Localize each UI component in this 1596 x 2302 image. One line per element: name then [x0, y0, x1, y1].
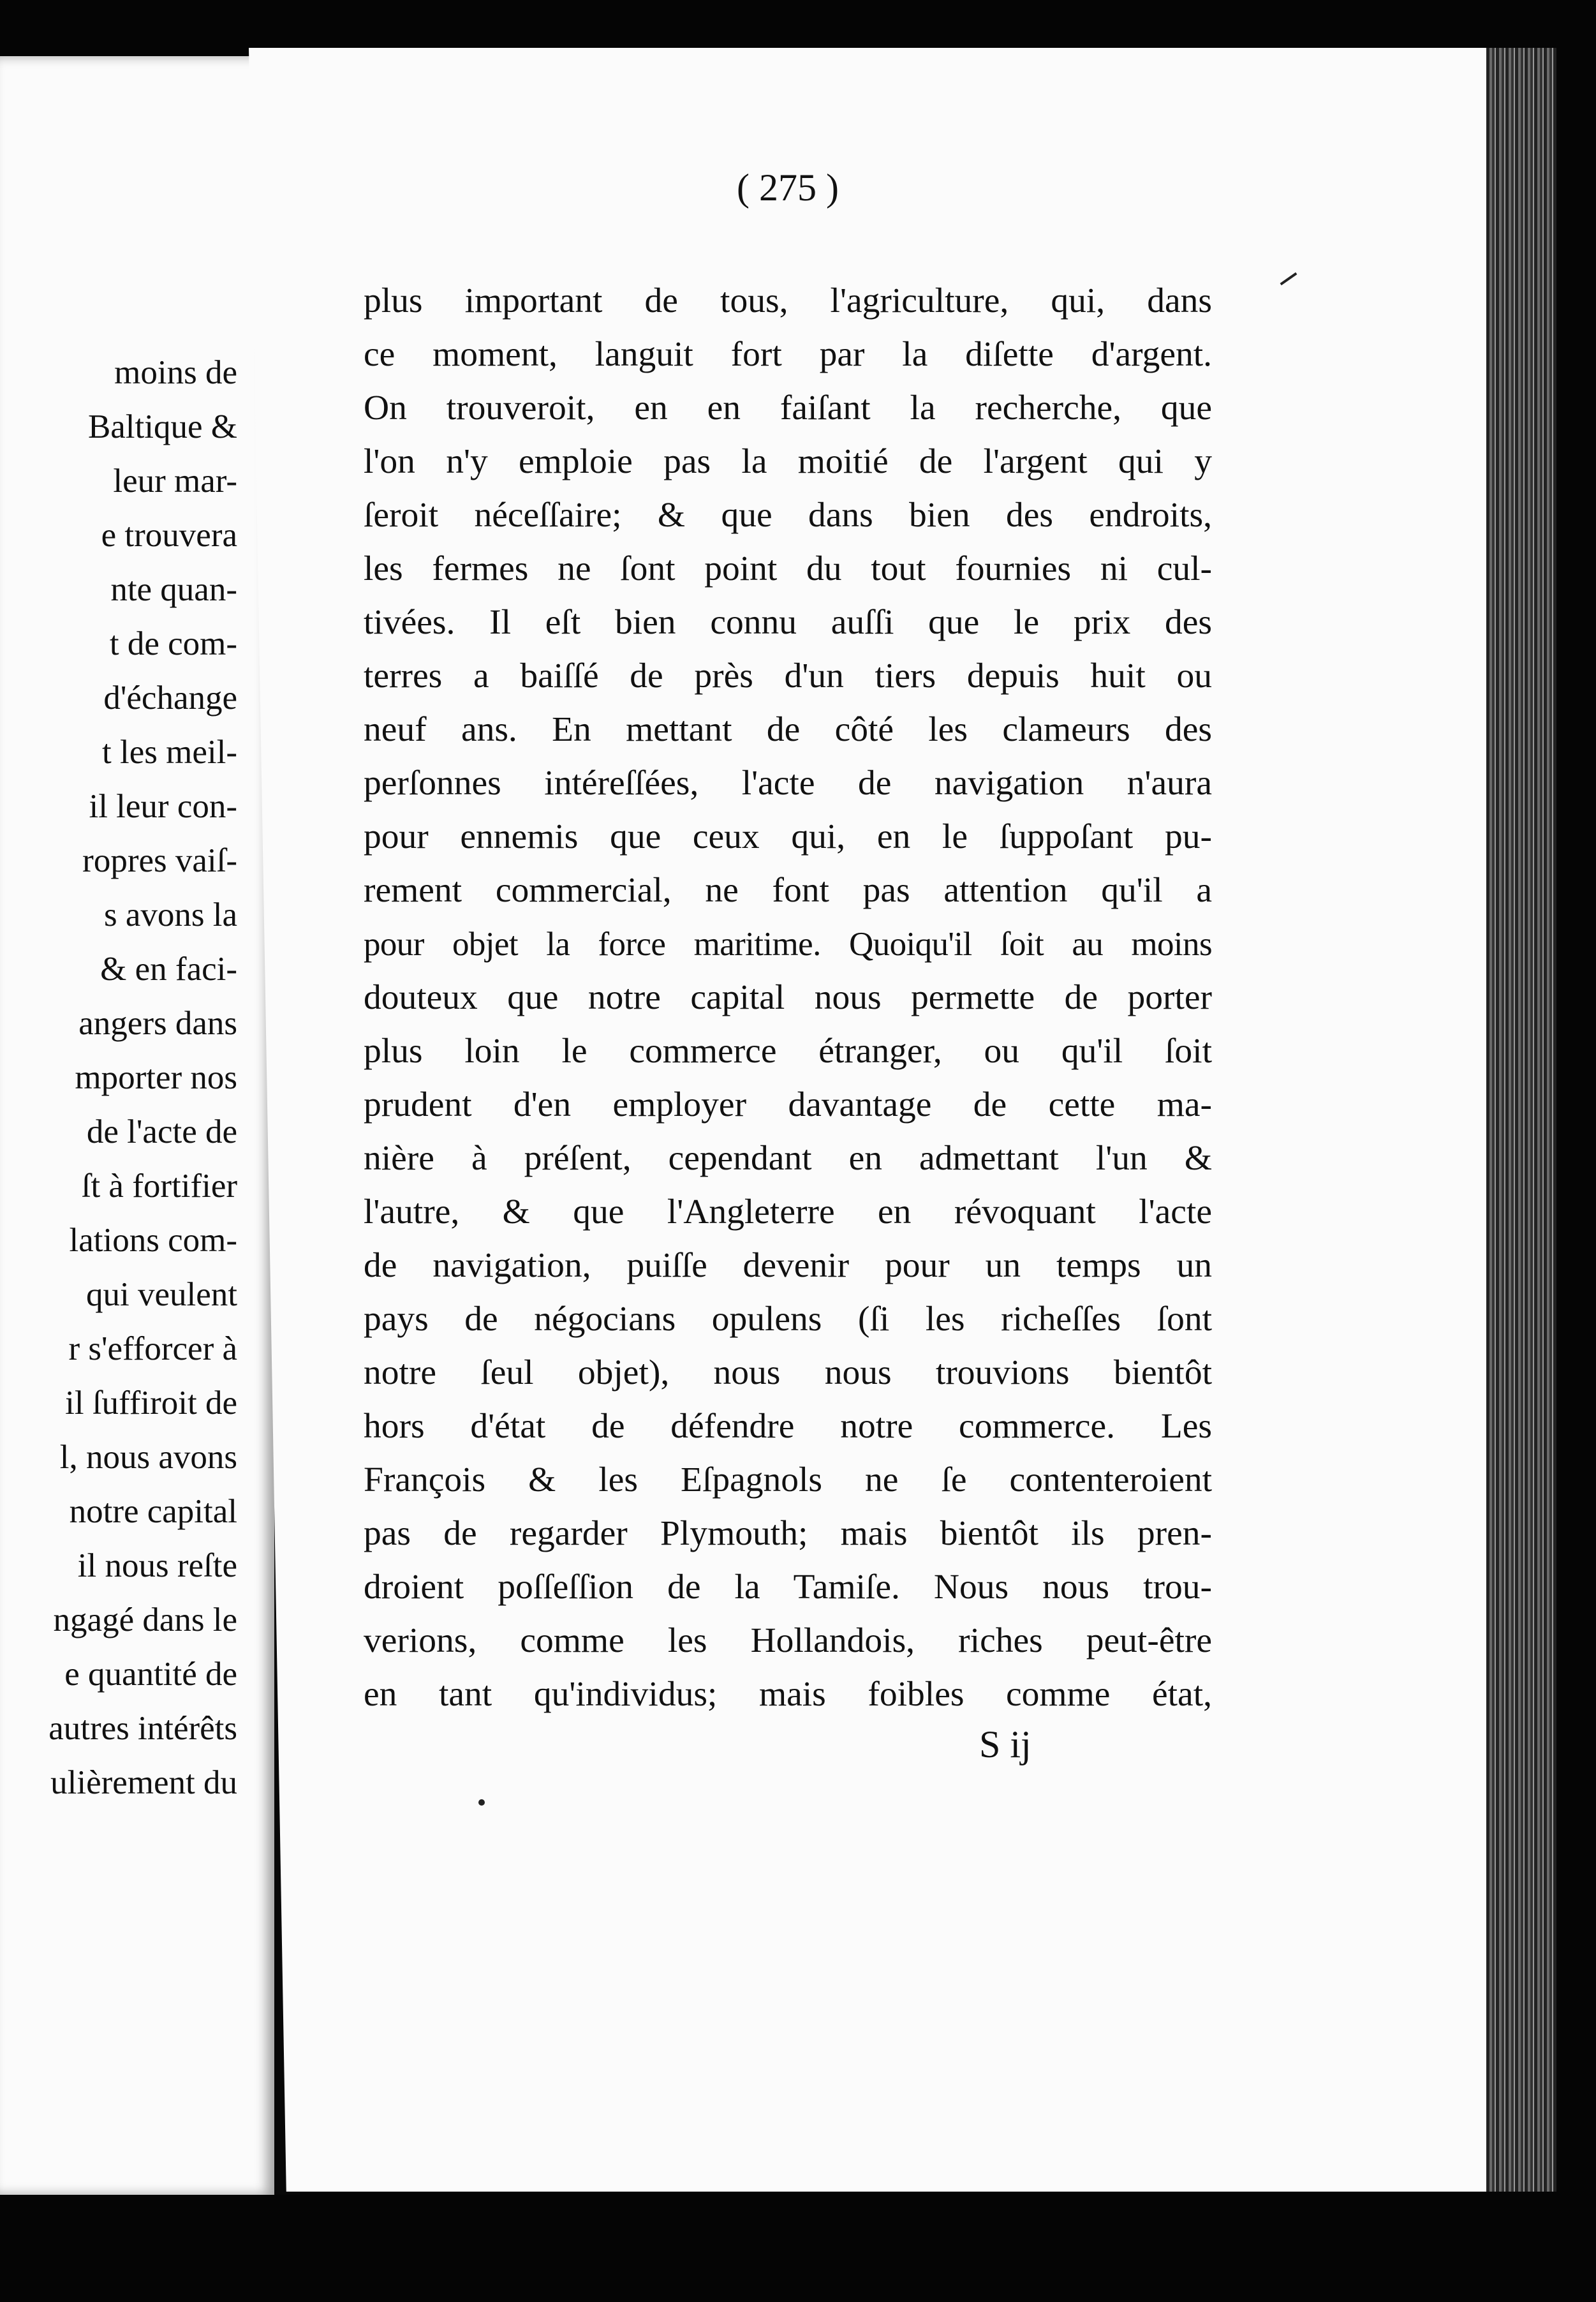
left-line: mporter nos: [75, 1059, 237, 1096]
text-line: en tant qu'individus; mais foibles comme état,: [364, 1675, 1212, 1714]
left-line: ſt à fortifier: [81, 1168, 237, 1205]
text-line: terres a baiſſé de près d'un tiers depuis huit ou: [364, 657, 1212, 695]
left-line: d'échange: [103, 679, 237, 717]
left-line: t de com-: [109, 625, 237, 662]
text-line: pas de regarder Plymouth; mais bientôt ils pren-: [364, 1514, 1212, 1553]
left-line: ngagé dans le: [53, 1601, 237, 1638]
text-line: perſonnes intéreſſées, l'acte de navigation n'aura: [364, 764, 1212, 803]
left-line: qui veulent: [86, 1276, 237, 1313]
page-edge: [1486, 48, 1556, 2192]
left-line: ropres vaiſ-: [82, 842, 237, 879]
text-line: neuf ans. En mettant de côté les clameurs des: [364, 710, 1212, 749]
text-line: l'autre, & que l'Angleterre en révoquant l'acte: [364, 1192, 1212, 1231]
text-line: On trouveroit, en en faiſant la recherche, que: [364, 389, 1212, 427]
left-line: e trouvera: [101, 517, 237, 554]
text-line: hors d'état de défendre notre commerce. Les: [364, 1407, 1212, 1446]
page-number: ( 275 ): [737, 167, 839, 209]
left-line: il leur con-: [89, 788, 237, 825]
ink-dot: [478, 1799, 485, 1806]
text-line: l'on n'y emploie pas la moitié de l'argent qui y: [364, 442, 1212, 481]
text-line: plus loin le commerce étranger, ou qu'il ſoit: [364, 1032, 1212, 1071]
left-line: l, nous avons: [59, 1439, 237, 1476]
left-line: e quantité de: [64, 1656, 237, 1693]
text-line: plus important de tous, l'agriculture, qui, dans: [364, 281, 1212, 320]
text-line: les fermes ne ſont point du tout fournies ni cul-: [364, 549, 1212, 588]
text-line: nière à préſent, cependant en admettant l'un &: [364, 1139, 1212, 1178]
left-line: leur mar-: [113, 463, 237, 500]
left-page: [0, 56, 274, 2195]
text-line: tivées. Il eſt bien connu auſſi que le prix des: [364, 603, 1212, 642]
text-line: de navigation, puiſſe devenir pour un temps un: [364, 1246, 1212, 1285]
text-line: notre ſeul objet), nous nous trouvions bientôt: [364, 1353, 1212, 1392]
text-line: pour objet la force maritime. Quoiqu'il ſoit au moins: [364, 926, 1212, 963]
left-line: ulièrement du: [50, 1764, 237, 1801]
body-text: [364, 274, 1212, 1721]
text-line: ſeroit néceſſaire; & que dans bien des endroits,: [364, 496, 1212, 535]
left-line: il ſuffiroit de: [65, 1385, 237, 1422]
left-line: s avons la: [103, 896, 237, 933]
left-line: r s'efforcer à: [68, 1330, 237, 1367]
text-line: verions, comme les Hollandois, riches peut-être: [364, 1621, 1212, 1660]
left-line: Baltique &: [87, 408, 237, 445]
text-line: prudent d'en employer davantage de cette ma-: [364, 1085, 1212, 1124]
text-line: François & les Eſpagnols ne ſe contenteroient: [364, 1460, 1212, 1499]
left-line: & en faci-: [100, 951, 237, 988]
left-line: autres intérêts: [48, 1710, 237, 1747]
text-line: pays de négocians opulens (ſi les richeſſes ſont: [364, 1300, 1212, 1339]
text-line: rement commercial, ne font pas attention qu'il a: [364, 871, 1212, 910]
left-line: angers dans: [78, 1005, 237, 1042]
signature-mark: S ij: [979, 1723, 1031, 1765]
text-line: pour ennemis que ceux qui, en le ſuppoſant pu-: [364, 817, 1212, 856]
left-line: il nous reſte: [77, 1547, 237, 1584]
text-line: douteux que notre capital nous permette de porter: [364, 978, 1212, 1017]
left-line: t les meil-: [102, 734, 237, 771]
text-line: droient poſſeſſion de la Tamiſe. Nous nous trou-: [364, 1568, 1212, 1607]
left-line: lations com-: [69, 1222, 237, 1259]
left-line: moins de: [114, 354, 237, 391]
left-line: notre capital: [69, 1493, 237, 1530]
text-line: ce moment, languit fort par la diſette d'argent.: [364, 335, 1212, 374]
left-line: nte quan-: [110, 571, 237, 608]
left-line: de l'acte de: [86, 1113, 237, 1150]
